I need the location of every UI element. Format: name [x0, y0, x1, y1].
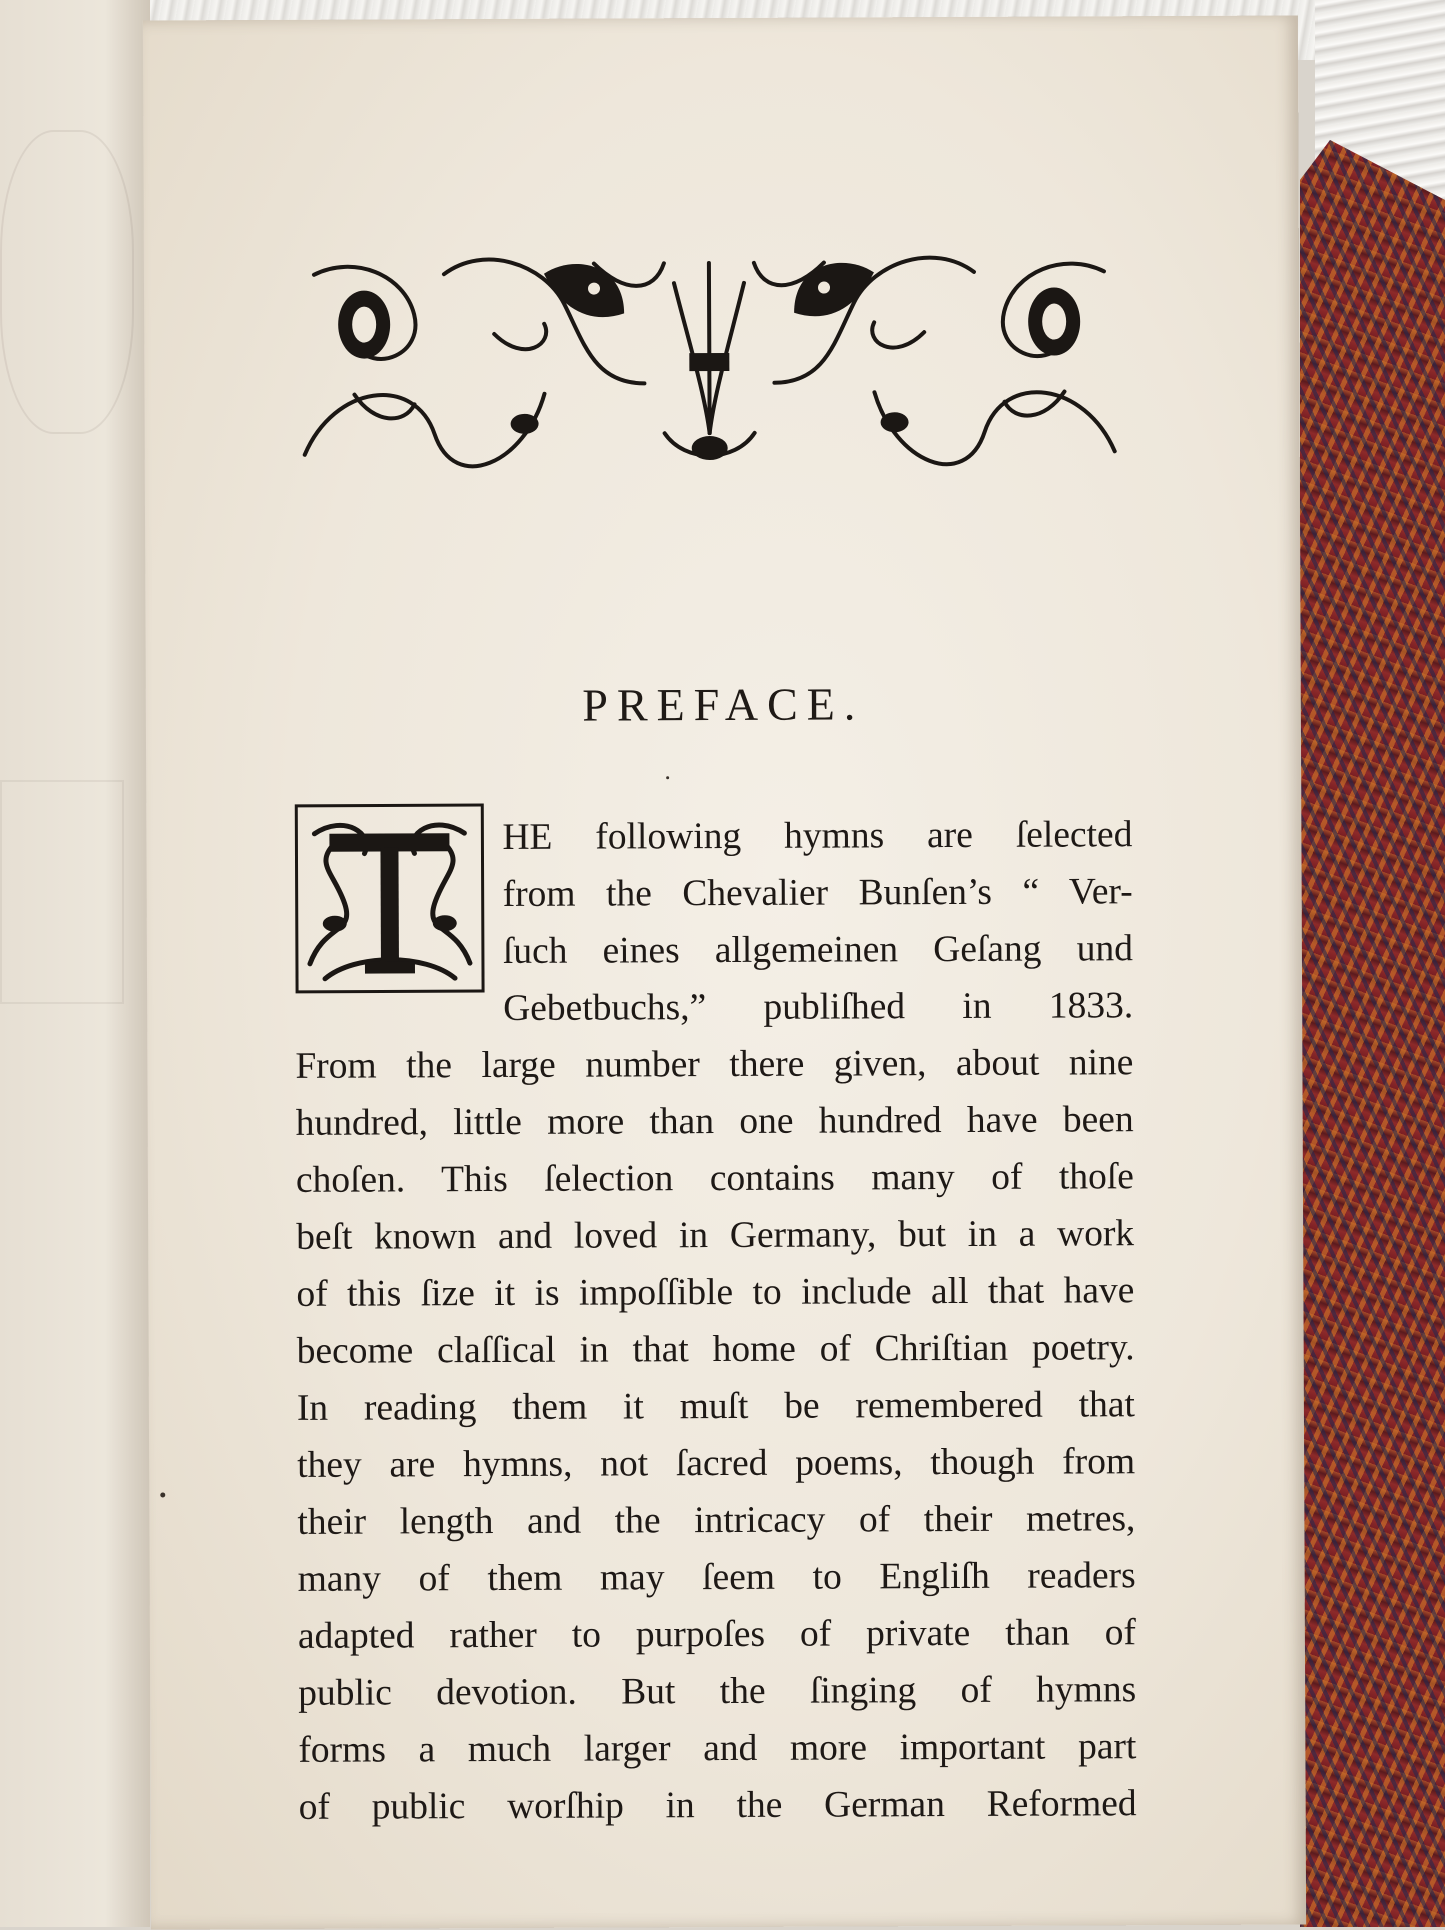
text-line: adapted rather to purpoſes of private than of	[297, 1612, 1136, 1657]
marbled-cover-edge	[1300, 140, 1445, 1927]
text-line: they are hymns, not ſacred poems, though from	[297, 1441, 1136, 1486]
text-line: In reading them it muſt be remembered that	[296, 1384, 1135, 1429]
text-line: from the Chevalier Bunſen’s “ Ver-	[502, 871, 1133, 915]
show-through-initial	[0, 780, 124, 1004]
text-line: hundred, little more than one hundred have been	[295, 1099, 1134, 1144]
text-line: beſt known and loved in Germany, but in a work	[296, 1213, 1135, 1258]
preface-body-text	[294, 806, 1136, 1836]
text-line: many of them may ſeem to Engliſh readers	[297, 1555, 1136, 1600]
facing-left-page	[0, 0, 150, 1927]
text-line: choſen. This ſelection contains many of thoſe	[295, 1156, 1134, 1201]
text-line: of public worſhip in the German Reformed	[298, 1783, 1137, 1828]
text-line: HE following hymns are ſelected	[502, 814, 1133, 858]
text-line: ſuch eines allgemeinen Geſang und	[502, 928, 1133, 972]
text-line: forms a much larger and more important part	[298, 1726, 1137, 1771]
text-line: Gebetbuchs,” publiſhed in 1833.	[503, 985, 1134, 1029]
text-line: of this ſize it is impoſſible to include all that have	[296, 1270, 1135, 1315]
text-line: public devotion. But the ſinging of hymns	[298, 1669, 1137, 1714]
ink-speck	[666, 776, 669, 779]
text-line: From the large number there given, about nine	[295, 1042, 1134, 1087]
show-through-ornament	[0, 130, 134, 434]
ink-speck	[160, 1492, 165, 1497]
page-title: PREFACE.	[582, 678, 865, 731]
floral-headpiece-ornament-icon	[294, 231, 1125, 475]
text-line: their length and the intricacy of their metres,	[297, 1498, 1136, 1543]
book-page	[143, 15, 1306, 1929]
text-line: become claſſical in that home of Chriſtian poetry.	[296, 1327, 1135, 1372]
